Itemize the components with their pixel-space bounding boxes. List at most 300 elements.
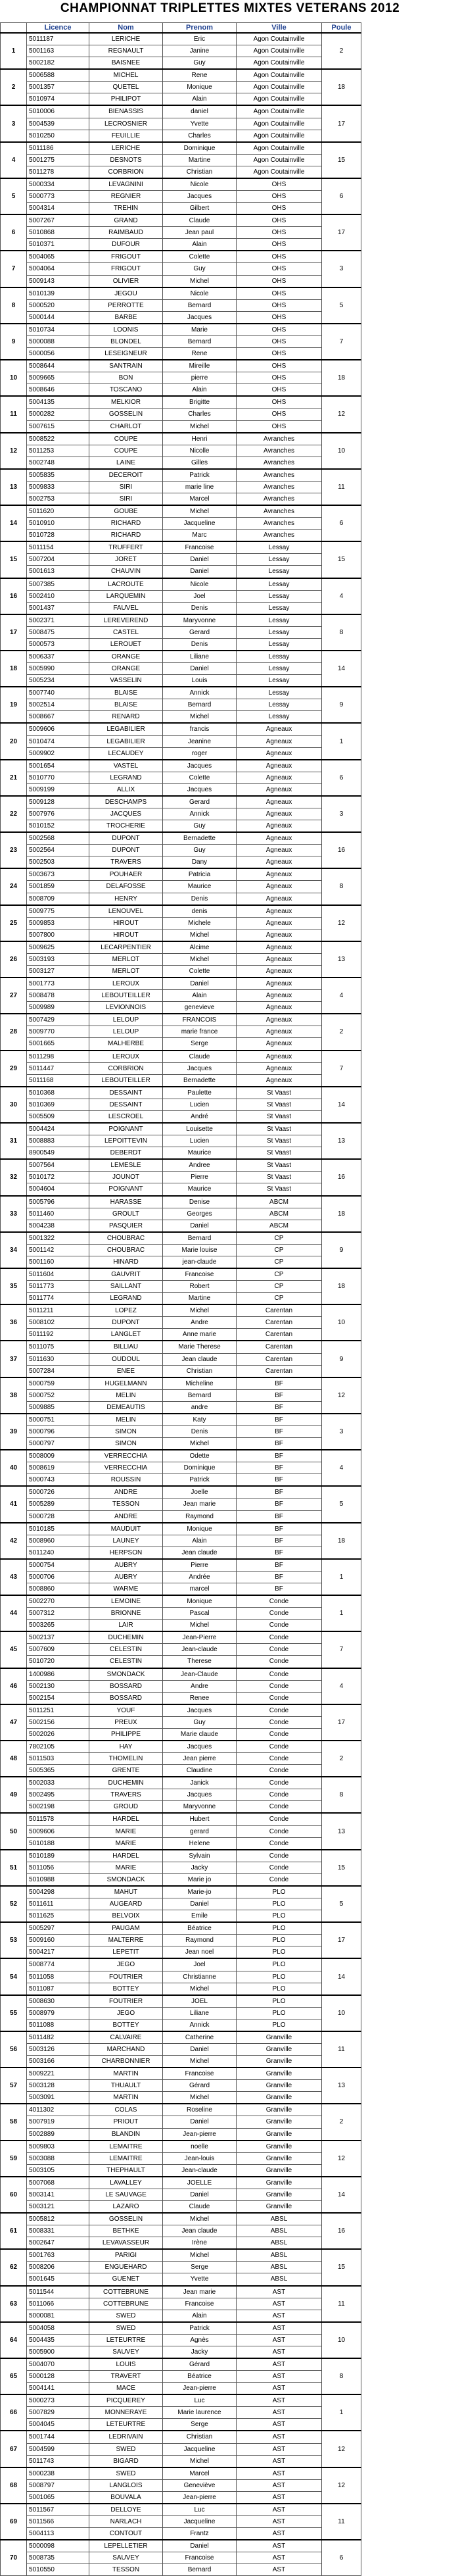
licence-cell: 5005796 — [27, 1196, 89, 1208]
nom-cell: LESEIGNEUR — [89, 348, 163, 360]
prenom-cell: Paulette — [163, 1087, 237, 1099]
poule-cell: 17 — [322, 105, 361, 141]
team-number: 42 — [1, 1523, 27, 1559]
prenom-cell: Gérard — [163, 2358, 237, 2371]
team-number: 35 — [1, 1268, 27, 1304]
ville-cell: St Vaast — [237, 1147, 322, 1160]
licence-cell: 5008619 — [27, 1462, 89, 1474]
nom-cell: CHARBONNIER — [89, 2056, 163, 2068]
nom-cell: LANGLET — [89, 1329, 163, 1341]
prenom-cell: Michel — [163, 1983, 237, 1995]
nom-cell: TROCHERIE — [89, 820, 163, 833]
nom-cell: LEROUX — [89, 978, 163, 990]
ville-cell: PLO — [237, 1886, 322, 1898]
licence-cell: 5010770 — [27, 772, 89, 783]
team-number: 41 — [1, 1486, 27, 1522]
ville-cell: Carentan — [237, 1304, 322, 1317]
ville-cell: Agneaux — [237, 1014, 322, 1026]
prenom-cell: Bernard — [163, 299, 237, 311]
prenom-cell: Alain — [163, 93, 237, 106]
poule-cell: 11 — [322, 2286, 361, 2322]
nom-cell: LEVAGNINI — [89, 178, 163, 191]
nom-cell: TRUFFERT — [89, 541, 163, 554]
nom-cell: TOSCANO — [89, 384, 163, 397]
ville-cell: Avranches — [237, 481, 322, 493]
team-number: 46 — [1, 1668, 27, 1704]
row-gap — [361, 433, 460, 469]
prenom-cell: Monique — [163, 1595, 237, 1608]
prenom-cell: pierre — [163, 372, 237, 384]
ville-cell: Avranches — [237, 530, 322, 542]
prenom-cell: Serge — [163, 2419, 237, 2431]
prenom-cell: marie line — [163, 481, 237, 493]
nom-cell: NARLACH — [89, 2516, 163, 2528]
prenom-cell: Joelle — [163, 1486, 237, 1499]
licence-cell: 5000056 — [27, 348, 89, 360]
nom-cell: CASTEL — [89, 626, 163, 638]
nom-cell: LESCROEL — [89, 1110, 163, 1123]
licence-cell: 5004604 — [27, 1183, 89, 1196]
team-number: 1 — [1, 33, 27, 69]
licence-cell: 5000726 — [27, 1486, 89, 1499]
ville-cell: ABSL — [237, 2273, 322, 2286]
ville-cell: Lessay — [237, 614, 322, 627]
prenom-cell: Michel — [163, 2213, 237, 2225]
table-row — [1, 868, 460, 881]
licence-cell: 5010189 — [27, 1850, 89, 1862]
prenom-cell: Irène — [163, 2237, 237, 2250]
ville-cell: Granville — [237, 2177, 322, 2189]
ville-cell: AST — [237, 2358, 322, 2371]
team-number: 68 — [1, 2467, 27, 2504]
prenom-cell: Jacqueline — [163, 2516, 237, 2528]
nom-cell: FEUILLIE — [89, 130, 163, 142]
prenom-cell: Jacques — [163, 1741, 237, 1753]
table-row — [1, 1886, 460, 1898]
prenom-cell: genevieve — [163, 1002, 237, 1014]
prenom-cell: Renee — [163, 1692, 237, 1704]
prenom-cell: Guy — [163, 263, 237, 275]
nom-cell: ENGUEHARD — [89, 2262, 163, 2273]
licence-cell: 5009853 — [27, 917, 89, 929]
licence-cell: 5001645 — [27, 2273, 89, 2286]
licence-cell: 7802105 — [27, 1741, 89, 1753]
licence-cell: 5002154 — [27, 1692, 89, 1704]
prenom-cell: Denis — [163, 893, 237, 905]
ville-cell: OHS — [237, 178, 322, 191]
ville-cell: Agneaux — [237, 783, 322, 796]
licence-cell: 5004599 — [27, 2443, 89, 2455]
poule-cell: 6 — [322, 505, 361, 541]
ville-cell: Avranches — [237, 445, 322, 457]
nom-cell: ORANGE — [89, 663, 163, 675]
ville-cell: Agneaux — [237, 723, 322, 735]
licence-cell: 5004298 — [27, 1886, 89, 1898]
nom-cell: BAISNEE — [89, 57, 163, 70]
nom-cell: LECAUDEY — [89, 747, 163, 760]
nom-cell: LETEURTRE — [89, 2419, 163, 2431]
table-row — [1, 142, 460, 155]
licence-cell: 5001744 — [27, 2431, 89, 2443]
prenom-cell: Alain — [163, 990, 237, 1002]
nom-cell: MARCHAND — [89, 2043, 163, 2055]
nom-cell: LEBOUTEILLER — [89, 1074, 163, 1087]
ville-cell: AST — [237, 2540, 322, 2552]
poule-cell: 11 — [322, 469, 361, 505]
prenom-cell: Louisette — [163, 1123, 237, 1135]
prenom-cell: Micheline — [163, 1377, 237, 1390]
ville-cell: Carentan — [237, 1317, 322, 1329]
row-gap — [361, 1559, 460, 1595]
poule-cell: 14 — [322, 1087, 361, 1123]
ville-cell: Agon Coutainville — [237, 82, 322, 93]
table-row — [1, 2394, 460, 2407]
table-row — [1, 1523, 460, 1535]
poule-cell: 6 — [322, 2540, 361, 2576]
table-row — [1, 1304, 460, 1317]
ville-cell: AST — [237, 2407, 322, 2419]
licence-cell: 5002568 — [27, 832, 89, 845]
row-gap — [361, 578, 460, 614]
nom-cell: LEMAITRE — [89, 2141, 163, 2153]
row-gap — [361, 505, 460, 541]
licence-cell: 5004217 — [27, 1946, 89, 1959]
ville-cell: Avranches — [237, 518, 322, 530]
licence-cell: 5002503 — [27, 856, 89, 869]
prenom-cell: Jacques — [163, 783, 237, 796]
licence-cell: 5011604 — [27, 1268, 89, 1281]
licence-cell: 5002748 — [27, 457, 89, 469]
licence-cell: 5011278 — [27, 166, 89, 178]
licence-cell: 5010185 — [27, 1523, 89, 1535]
ville-cell: Lessay — [237, 663, 322, 675]
ville-cell: Lessay — [237, 554, 322, 566]
ville-cell: OHS — [237, 263, 322, 275]
team-number: 23 — [1, 832, 27, 868]
prenom-cell: Michel — [163, 1438, 237, 1450]
nom-cell: LETEURTRE — [89, 2334, 163, 2346]
licence-cell: 5003193 — [27, 953, 89, 965]
nom-cell: SMONDACK — [89, 1873, 163, 1886]
prenom-cell: Jean claude — [163, 1547, 237, 1559]
nom-cell: CHARLOT — [89, 420, 163, 433]
table-row — [1, 287, 460, 300]
table-row — [1, 2031, 460, 2044]
ville-cell: AST — [237, 2298, 322, 2310]
nom-cell: GROUD — [89, 1801, 163, 1814]
row-gap — [361, 1922, 460, 1958]
ville-cell: OHS — [237, 384, 322, 397]
nom-cell: LEVIONNOIS — [89, 1002, 163, 1014]
prenom-cell: Michel — [163, 711, 237, 724]
nom-cell: COTTEBRUNE — [89, 2298, 163, 2310]
header-nom: Nom — [89, 23, 163, 34]
nom-cell: PRIOUT — [89, 2116, 163, 2128]
prenom-cell: Yvette — [163, 2273, 237, 2286]
team-number: 5 — [1, 178, 27, 214]
licence-cell: 5004314 — [27, 203, 89, 215]
team-number: 16 — [1, 578, 27, 614]
prenom-cell: Jean-pierre — [163, 2128, 237, 2141]
prenom-cell: Guy — [163, 1716, 237, 1728]
row-gap — [361, 105, 460, 141]
prenom-cell: Daniel — [163, 978, 237, 990]
prenom-cell: jean-claude — [163, 1256, 237, 1268]
poule-cell: 3 — [322, 251, 361, 287]
poule-cell: 17 — [322, 1704, 361, 1741]
row-gap — [361, 2141, 460, 2177]
ville-cell: Agneaux — [237, 845, 322, 856]
ville-cell: AST — [237, 2528, 322, 2540]
row-gap — [361, 868, 460, 904]
prenom-cell: Daniel — [163, 2189, 237, 2200]
nom-cell: POUHAER — [89, 868, 163, 881]
prenom-cell: Frantz — [163, 2528, 237, 2540]
ville-cell: Conde — [237, 1631, 322, 1644]
nom-cell: MALTERRE — [89, 1935, 163, 1946]
licence-cell: 5000098 — [27, 2540, 89, 2552]
row-gap — [361, 796, 460, 832]
prenom-cell: Raymond — [163, 1935, 237, 1946]
ville-cell: PLO — [237, 1995, 322, 2008]
licence-cell: 5009625 — [27, 941, 89, 954]
poule-cell: 5 — [322, 1486, 361, 1522]
ville-cell: PLO — [237, 1946, 322, 1959]
team-number: 43 — [1, 1559, 27, 1595]
nom-cell: BLONDEL — [89, 335, 163, 347]
ville-cell: Lessay — [237, 602, 322, 614]
nom-cell: AUBRY — [89, 1571, 163, 1583]
nom-cell: AUBRY — [89, 1559, 163, 1572]
poule-cell: 10 — [322, 1995, 361, 2031]
licence-cell: 5004539 — [27, 118, 89, 130]
licence-cell: 5000751 — [27, 1414, 89, 1426]
ville-cell: Granville — [237, 2092, 322, 2104]
licence-cell: 5011773 — [27, 1281, 89, 1293]
nom-cell: LAINE — [89, 457, 163, 469]
row-gap — [361, 1341, 460, 1377]
team-number: 44 — [1, 1595, 27, 1631]
prenom-cell: Michel — [163, 2092, 237, 2104]
licence-cell: 5004424 — [27, 1123, 89, 1135]
prenom-cell: Rene — [163, 69, 237, 82]
licence-cell: 5010910 — [27, 518, 89, 530]
licence-cell: 5000144 — [27, 311, 89, 324]
team-number: 63 — [1, 2286, 27, 2322]
prenom-cell: Andrée — [163, 1571, 237, 1583]
ville-cell: BF — [237, 1523, 322, 1535]
ville-cell: BF — [237, 1559, 322, 1572]
licence-cell: 5009902 — [27, 747, 89, 760]
ville-cell: AST — [237, 2467, 322, 2480]
nom-cell: SIMON — [89, 1438, 163, 1450]
nom-cell: SAUVEY — [89, 2552, 163, 2564]
table-row — [1, 214, 460, 227]
prenom-cell: Jean-claude — [163, 1644, 237, 1656]
prenom-cell: Emile — [163, 1910, 237, 1923]
poule-cell: 4 — [322, 1450, 361, 1486]
prenom-cell: Jean-Claude — [163, 1668, 237, 1681]
ville-cell: BF — [237, 1510, 322, 1523]
nom-cell: VASSELIN — [89, 675, 163, 687]
team-number: 20 — [1, 723, 27, 759]
ville-cell: Avranches — [237, 505, 322, 518]
nom-cell: LEROUET — [89, 638, 163, 651]
table-row — [1, 1813, 460, 1825]
ville-cell: Agneaux — [237, 856, 322, 869]
table-row — [1, 1051, 460, 1063]
licence-cell: 5001437 — [27, 602, 89, 614]
table-row — [1, 941, 460, 954]
ville-cell: CP — [237, 1281, 322, 1293]
nom-cell: FRIGOUT — [89, 263, 163, 275]
ville-cell: OHS — [237, 335, 322, 347]
poule-cell: 4 — [322, 978, 361, 1014]
licence-cell: 5007740 — [27, 687, 89, 699]
nom-cell: THEPHAULT — [89, 2164, 163, 2177]
licence-cell: 5011087 — [27, 1983, 89, 1995]
prenom-cell: Jacques — [163, 760, 237, 772]
ville-cell: Agneaux — [237, 796, 322, 808]
row-gap — [361, 1268, 460, 1304]
nom-cell: POIGNANT — [89, 1183, 163, 1196]
nom-cell: LELOUP — [89, 1026, 163, 1038]
table-row — [1, 1196, 460, 1208]
prenom-cell: Andre — [163, 1680, 237, 1692]
ville-cell: Carentan — [237, 1365, 322, 1377]
licence-cell: 5008009 — [27, 1450, 89, 1462]
nom-cell: LECARPENTIER — [89, 941, 163, 954]
ville-cell: St Vaast — [237, 1110, 322, 1123]
poule-cell: 2 — [322, 1014, 361, 1050]
ville-cell: PLO — [237, 2007, 322, 2019]
ville-cell: ABSL — [237, 2249, 322, 2262]
prenom-cell: Maurice — [163, 1147, 237, 1160]
nom-cell: DESCHAMPS — [89, 796, 163, 808]
licence-cell: 5008774 — [27, 1958, 89, 1971]
ville-cell: AST — [237, 2516, 322, 2528]
table-row — [1, 2068, 460, 2080]
prenom-cell: Janick — [163, 1777, 237, 1789]
licence-cell: 5011211 — [27, 1304, 89, 1317]
ville-cell: OHS — [237, 251, 322, 263]
nom-cell: RICHARD — [89, 530, 163, 542]
teams-sheet — [0, 22, 460, 2576]
team-number: 36 — [1, 1304, 27, 1341]
prenom-cell: Daniel — [163, 1898, 237, 1910]
poule-cell: 4 — [322, 578, 361, 614]
nom-cell: DUPONT — [89, 845, 163, 856]
licence-cell: 5003166 — [27, 2056, 89, 2068]
ville-cell: Agon Coutainville — [237, 69, 322, 82]
prenom-cell: Claude — [163, 214, 237, 227]
ville-cell: Conde — [237, 1608, 322, 1620]
licence-cell: 5011088 — [27, 2019, 89, 2031]
nom-cell: SAILLANT — [89, 1281, 163, 1293]
prenom-cell: Jacqueline — [163, 518, 237, 530]
licence-cell: 5010550 — [27, 2564, 89, 2576]
table-row — [1, 1014, 460, 1026]
nom-cell: PHILIPOT — [89, 93, 163, 106]
nom-cell: MAUDUIT — [89, 1523, 163, 1535]
table-row — [1, 1159, 460, 1172]
ville-cell: BF — [237, 1438, 322, 1450]
licence-cell: 5011253 — [27, 445, 89, 457]
ville-cell: Agneaux — [237, 881, 322, 893]
licence-cell: 5000520 — [27, 299, 89, 311]
ville-cell: OHS — [237, 191, 322, 203]
ville-cell: Conde — [237, 1620, 322, 1632]
ville-cell: Lessay — [237, 687, 322, 699]
poule-cell: 13 — [322, 2068, 361, 2104]
licence-cell: 5009885 — [27, 1401, 89, 1414]
poule-cell: 18 — [322, 1196, 361, 1232]
table-row — [1, 396, 460, 409]
nom-cell: SAUVEY — [89, 2346, 163, 2358]
prenom-cell: Claude — [163, 2200, 237, 2213]
ville-cell: Lessay — [237, 626, 322, 638]
ville-cell: Agneaux — [237, 772, 322, 783]
row-gap — [361, 2068, 460, 2104]
row-gap — [361, 2358, 460, 2394]
licence-cell: 5002371 — [27, 614, 89, 627]
nom-cell: LOPEZ — [89, 1304, 163, 1317]
prenom-cell: Yvette — [163, 118, 237, 130]
prenom-cell: Pascal — [163, 1608, 237, 1620]
ville-cell: Conde — [237, 1595, 322, 1608]
licence-cell: 5009665 — [27, 372, 89, 384]
table-row — [1, 832, 460, 845]
nom-cell: LEGRAND — [89, 772, 163, 783]
row-gap — [361, 1159, 460, 1195]
licence-cell: 5000728 — [27, 1510, 89, 1523]
nom-cell: CONTOUT — [89, 2528, 163, 2540]
nom-cell: ROUSSIN — [89, 1474, 163, 1487]
prenom-cell: Daniel — [163, 2043, 237, 2055]
prenom-cell: Nicolle — [163, 445, 237, 457]
table-row — [1, 251, 460, 263]
poule-cell: 6 — [322, 760, 361, 796]
team-number: 47 — [1, 1704, 27, 1741]
poule-cell: 12 — [322, 905, 361, 941]
ville-cell: Conde — [237, 1656, 322, 1668]
row-gap — [361, 651, 460, 687]
ville-cell: Agneaux — [237, 990, 322, 1002]
nom-cell: HARASSE — [89, 1196, 163, 1208]
row-gap — [361, 941, 460, 978]
prenom-cell: Maryvonne — [163, 1801, 237, 1814]
nom-cell: MARIE — [89, 1862, 163, 1873]
row-gap — [361, 2322, 460, 2358]
nom-cell: COTTEBRUNE — [89, 2286, 163, 2298]
licence-cell: 5008735 — [27, 2552, 89, 2564]
ville-cell: Agneaux — [237, 893, 322, 905]
prenom-cell: Dominique — [163, 1462, 237, 1474]
row-gap — [361, 1850, 460, 1886]
ville-cell: Agneaux — [237, 747, 322, 760]
ville-cell: OHS — [237, 203, 322, 215]
ville-cell: Conde — [237, 1813, 322, 1825]
licence-cell: 5000759 — [27, 1377, 89, 1390]
ville-cell: AST — [237, 2419, 322, 2431]
nom-cell: MERLOT — [89, 953, 163, 965]
nom-cell: LEVAVASSEUR — [89, 2237, 163, 2250]
prenom-cell: Marc — [163, 530, 237, 542]
team-number: 57 — [1, 2068, 27, 2104]
table-row — [1, 178, 460, 191]
prenom-cell: Catherine — [163, 2031, 237, 2044]
licence-cell: 5011611 — [27, 1898, 89, 1910]
